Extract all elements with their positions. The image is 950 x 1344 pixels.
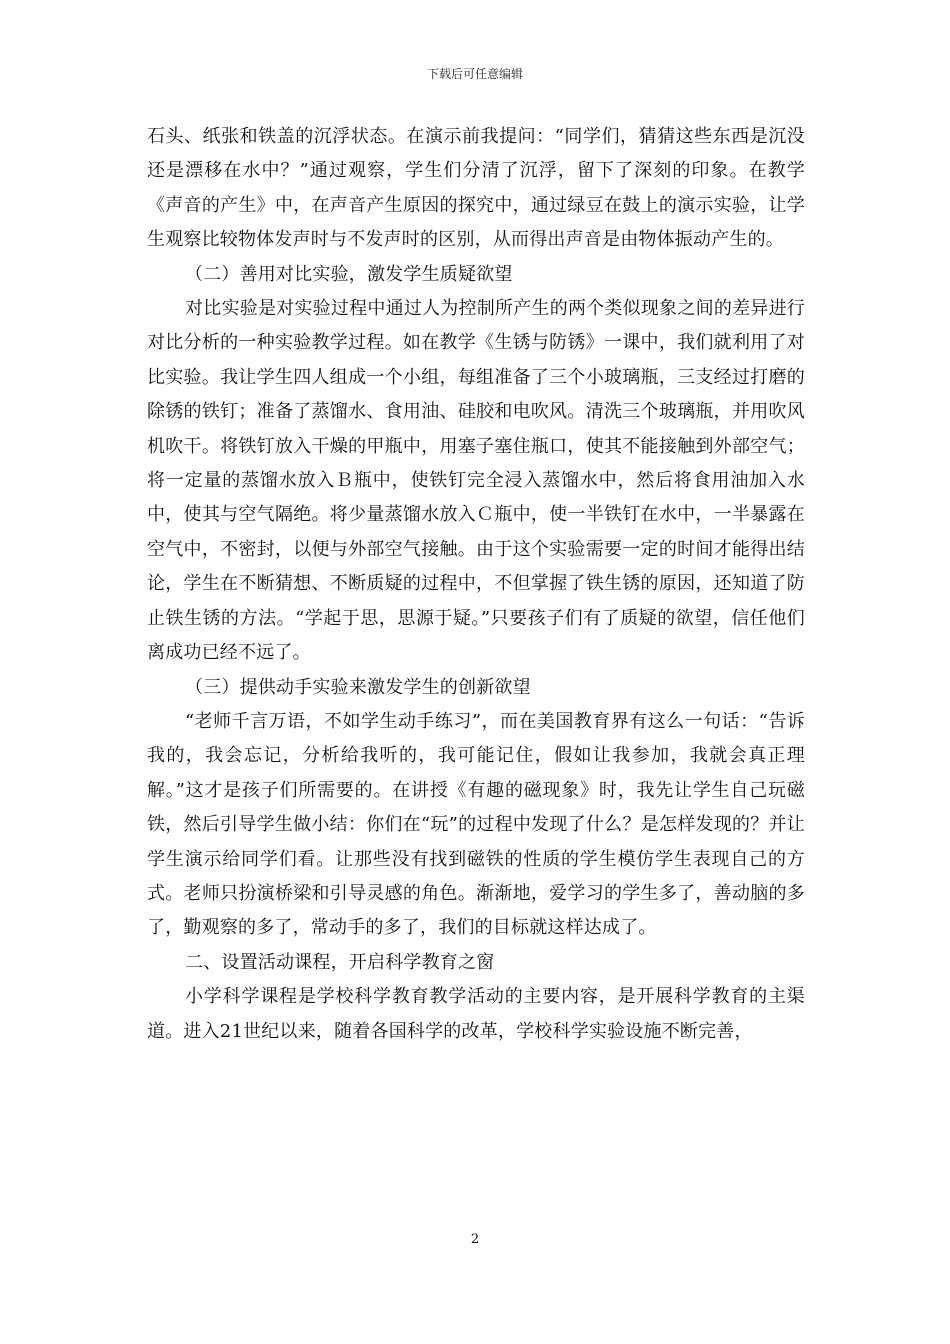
paragraph: 石头、纸张和铁盖的沉浮状态。在演示前我提问：“同学们，猜猜这些东西是沉没还是漂移在水中？”通过观察，学生们分清了沉浮，留下了深刻的印象。在教学《声音的产生》中，在声音产生原因的探究中，通过绿豆在鼓上的演示实验，让学生观察比较物体发声时与不发声时的区别，从而得出声音是由物体振动产生的。	[147, 126, 805, 251]
page-number: 2	[470, 1232, 480, 1247]
paragraph: 小学科学课程是学校科学教育教学活动的主要内容，是开展科学教育的主渠道。进入21世纪以来，随着各国科学的改革，学校科学实验设施不断完善，	[147, 986, 805, 1042]
paragraph: 对比实验是对实验过程中通过人为控制所产生的两个类似现象之间的差异进行对比分析的一种实验教学过程。如在教学《生锈与防锈》一课中，我们就利用了对比实验。我让学生四人组成一个小组，每组准备了三个小玻璃瓶，三支经过打磨的除锈的铁钉；准备了蒸馏水、食用油、硅胶和电吹风。清洗三个玻璃瓶，并用吹风机吹干。将铁钉放入干燥的甲瓶中，用塞子塞住瓶口，使其不能接触到外部空气；将一定量的蒸馏水放入Ｂ瓶中，使铁钉完全浸入蒸馏水中，然后将食用油加入水中，使其与空气隔绝。将少量蒸馏水放入Ｃ瓶中，使一半铁钉在水中，一半暴露在空气中，不密封，以便与外部空气接触。由于这个实验需要一定的时间才能得出结论，学生在不断猜想、不断质疑的过程中，不但掌握了铁生锈的原因，还知道了防止铁生锈的方法。“学起于思，思源于疑。”只要孩子们有了质疑的欲望，信任他们离成功已经不远了。	[147, 298, 805, 664]
section-heading: 二、设置活动课程，开启科学教育之窗	[185, 951, 495, 973]
page-header: 下载后可任意编辑	[426, 67, 523, 81]
section-heading: （二）善用对比实验，激发学生质疑欲望	[185, 263, 513, 285]
section-heading: （三）提供动手实验来激发学生的创新欲望	[185, 676, 531, 698]
paragraph: “老师千言万语，不如学生动手练习”，而在美国教育界有这么一句话：“告诉我的，我会忘记，分析给我听的，我可能记住，假如让我参加，我就会真正理解。”这才是孩子们所需要的。在讲授《有趣的磁现象》时，我先让学生自己玩磁铁，然后引导学生做小结：你们在“玩”的过程中发现了什么？是怎样发现的？并让学生演示给同学们看。让那些没有找到磁铁的性质的学生模仿学生表现自己的方式。老师只扮演桥梁和引导灵感的角色。渐渐地，爱学习的学生多了，善动脑的多了，勤观察的多了，常动手的多了，我们的目标就这样达成了。	[147, 710, 805, 939]
document-body	[147, 120, 805, 1049]
